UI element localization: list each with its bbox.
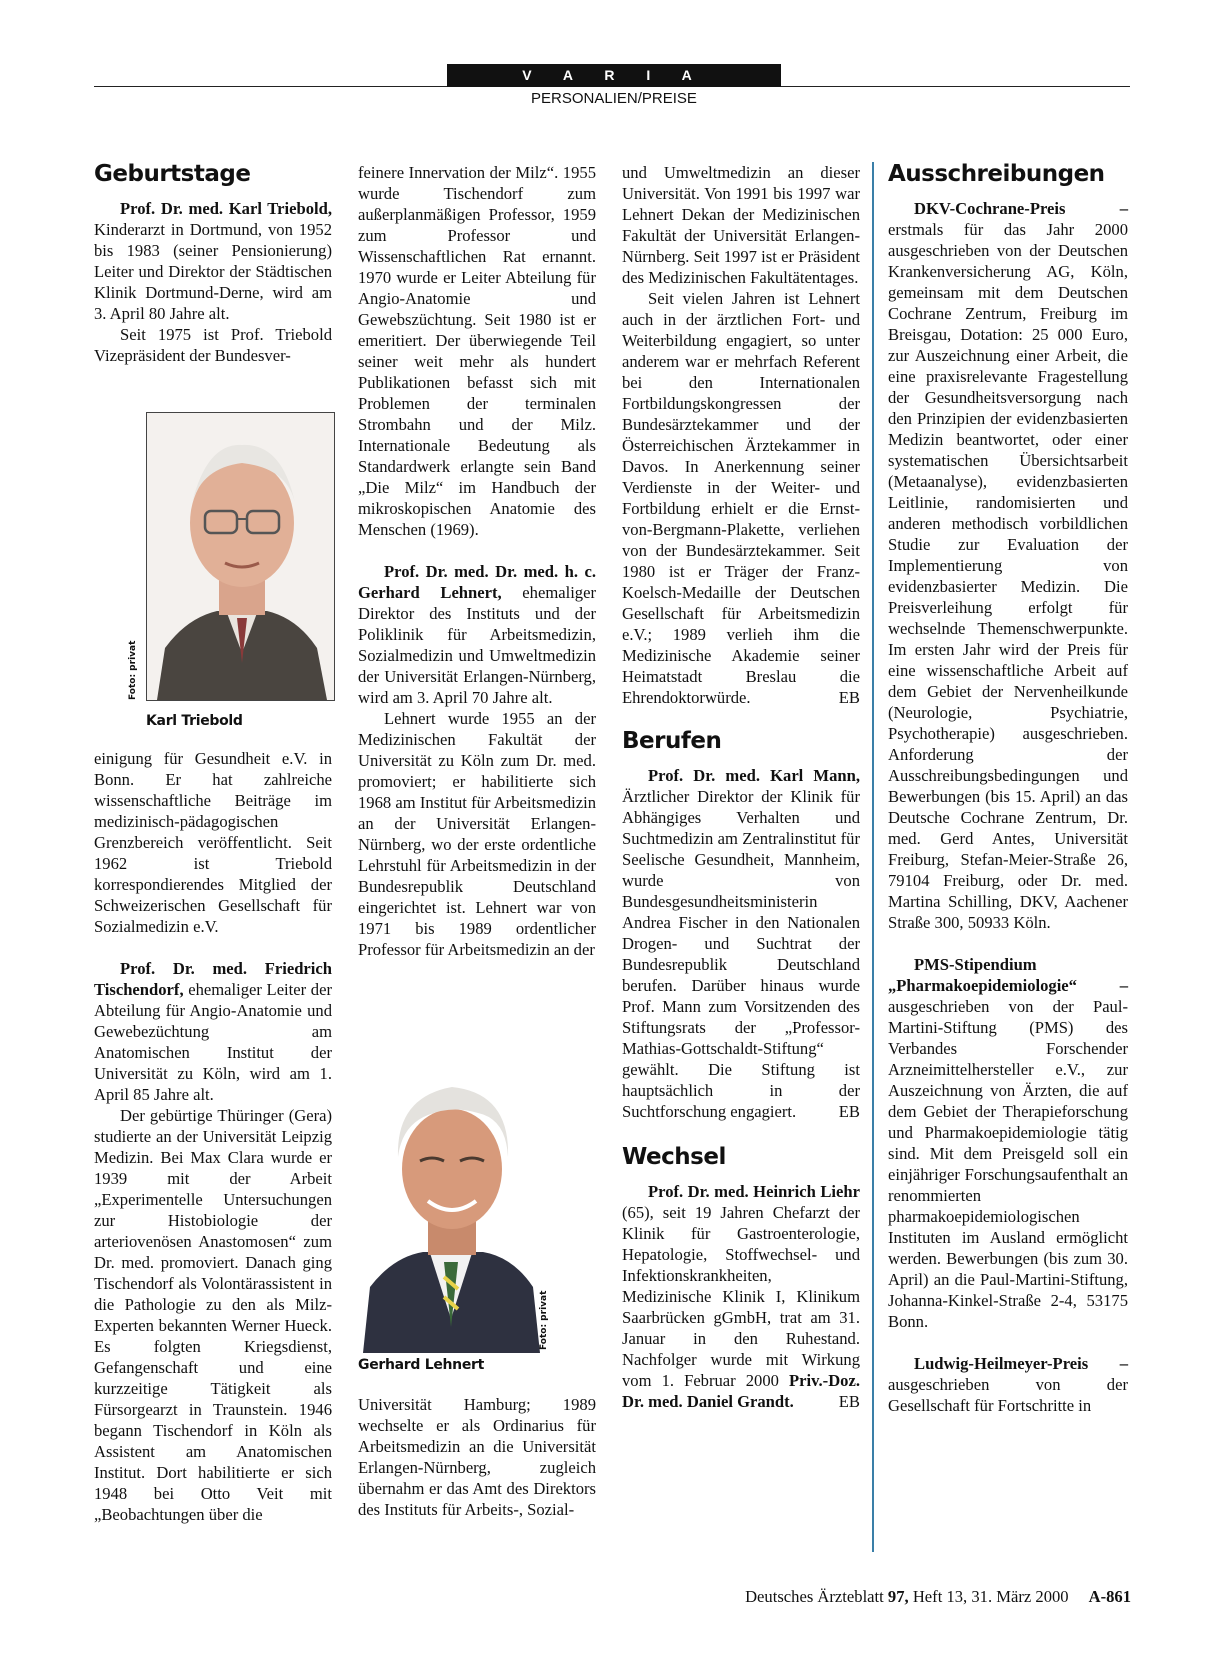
column-1-continued [94, 748, 332, 1525]
paragraph-tischendorf-3: feinere Innervation der Milz“. 1955 wurde Tischendorf zum außerplanmäßigen Professor, 1959 zum Professor und Wissenschaftlichen Rat ernannt. 1970 wurde er Leiter Abteilung für Angio-Anatomie und Gewebszüchtung. Seit 1980 ist er emeritiert. Der überwiegende Teil seiner weit mehr als hundert Publikationen befasst sich mit Problemen der terminalen Strombahn und der Milz. Internationale Bedeutung als Standardwerk erlangte sein Band „Die Milz“ im Handbuch der mikroskopischen Anatomie des Menschen (1969). [358, 163, 596, 539]
signature-eb-1: EB [838, 688, 860, 707]
paragraph-pms-stipendium: PMS-Stipendium „Pharmakoepidemiologie“ – ausgeschrieben von der Paul-Martini-Stiftung (PMS) des Verbandes Forschender Arzneimittelhersteller e.V., zur Auszeichnung von Ärzten, die auf dem Gebiet der Therapieforschung und Pharmakoepidemiologie tätig sind. Mit dem Preisgeld soll ein einjähriger Forschungsaufenthalt an renommierten pharmakoepidemiologischen Instituten im Ausland ermöglicht werden. Bewerbungen (bis zum 30. April) an die Paul-Martini-Stiftung, Johanna-Kinkel-Straße 2-4, 53175 Bonn. [888, 955, 1128, 1331]
portrait-image [147, 413, 334, 700]
photo-credit-1: Foto: privat [128, 640, 138, 700]
column-4 [888, 160, 1128, 1416]
heading-berufen: Berufen [622, 728, 722, 754]
column-2-continued [358, 1394, 596, 1520]
page-footer [745, 1587, 1131, 1607]
heading-wechsel: Wechsel [622, 1144, 726, 1170]
paragraph-tischendorf-2: Der gebürtige Thüringer (Gera) studierte an der Universität Leipzig Medizin. Bei Max Clara wurde er 1939 mit der Arbeit „Experimentelle Untersuchungen zur Histobiologie der arteriovenösen Anastomosen“ zum Dr. med. promoviert. Danach ging Tischendorf als Volontärassistent in die Pathologie zu den als Milz-Experten bekannten Werner Hueck. Es folgten Kriegsdienst, Gefangenschaft und eine kurzzeitige Tätigkeit als Fürsorgearzt in Traunstein. 1946 begann Tischendorf in Köln als Assistent am Anatomischen Institut. Dort habilitierte er sich 1948 bei Otto Veit mit „Beobachtungen über die [94, 1106, 332, 1524]
name-tischendorf: Prof. Dr. med. Friedrich Tischendorf, [94, 959, 332, 999]
photo-gerhard-lehnert [358, 1057, 544, 1353]
paragraph-triebold-2: Seit 1975 ist Prof. Triebold Vizepräsident der Bundesver- [94, 325, 332, 365]
paragraph-triebold: Prof. Dr. med. Karl Triebold, Kinderarzt in Dortmund, von 1952 bis 1983 (seiner Pensionierung) Leiter und Direktor der Städtischen Klinik Dortmund-Derne, wird am 3. April 80 Jahre alt. [94, 199, 332, 323]
photo-karl-triebold [146, 412, 335, 701]
kicker-varia: V A R I A [447, 64, 781, 87]
paragraph-triebold-3: einigung für Gesundheit e.V. in Bonn. Er hat zahlreiche wissenschaftliche Beiträge im medizinisch-pädagogischen Grenzbereich veröffentlicht. Seit 1962 ist Triebold korrespondierendes Mitglied der Schweizerischen Gesellschaft für Sozialmedizin e.V. [94, 749, 332, 936]
signature-eb-2: EB [838, 1102, 860, 1121]
footer-issue: Heft 13, 31. März 2000 [908, 1587, 1069, 1606]
name-dkv-cochrane-preis: DKV-Cochrane-Preis – [914, 199, 1128, 218]
name-lehnert: Prof. Dr. med. Dr. med. h. c. Gerhard Lehnert, [358, 562, 596, 602]
name-grandt: Priv.-Doz. Dr. med. Daniel Grandt. [622, 1371, 860, 1411]
paragraph-tischendorf: Prof. Dr. med. Friedrich Tischendorf, ehemaliger Leiter der Abteilung für Angio-Anatomie und Gewebezüchtung am Anatomischen Institut der Universität zu Köln, wird am 1. April 85 Jahre alt. [94, 959, 332, 1104]
name-heilmeyer-preis: Ludwig-Heilmeyer-Preis – [914, 1354, 1128, 1373]
caption-karl-triebold: Karl Triebold [146, 713, 243, 729]
portrait-image-2 [358, 1057, 544, 1353]
paragraph-mann: Prof. Dr. med. Karl Mann, Ärztlicher Direktor der Klinik für Abhängiges Verhalten und Suchtmedizin am Zentralinstitut für Seelische Gesundheit, Mannheim, wurde von Bundesgesundheitsministerin Andrea Fischer in den Nationalen Drogen- und Suchtrat der Bundesrepublik Deutschland berufen. Darüber hinaus wurde Prof. Mann zum Vorsitzenden des Stiftungsrats der „Professor-Mathias-Gottschaldt-Stiftung“ gewählt. Die Stiftung ist hauptsächlich in der Suchtforschung engagiert. EB [622, 766, 860, 1121]
column-divider [872, 162, 874, 1552]
signature-eb-3: EB [838, 1392, 860, 1411]
column-2 [358, 162, 596, 960]
name-triebold: Prof. Dr. med. Karl Triebold, [120, 199, 332, 218]
name-liehr: Prof. Dr. med. Heinrich Liehr [648, 1182, 860, 1201]
paragraph-lehnert-4: und Umweltmedizin an dieser Universität. Von 1991 bis 1997 war Lehnert Dekan der Medizinischen Fakultät der Universität Erlangen-Nürnberg. Seit 1997 ist er Präsident des Medizinischen Fakultätentages. [622, 163, 860, 287]
paragraph-lehnert-2: Lehnert wurde 1955 an der Medizinischen Fakultät der Universität zu Köln zum Dr. med. promoviert; er habilitierte sich 1968 am Institut für Arbeitsmedizin an der Universität Erlangen-Nürnberg, wo der erste ordentliche Lehrstuhl für Arbeitsmedizin in der Bundesrepublik Deutschland eingerichtet ist. Lehnert war von 1971 bis 1989 ordentlicher Professor für Arbeitsmedizin an der [358, 709, 596, 959]
footer-journal: Deutsches Ärzteblatt [745, 1587, 888, 1606]
column-1 [94, 160, 332, 366]
name-pms-stipendium: PMS-Stipendium „Pharmakoepidemiologie“ – [888, 955, 1128, 995]
heading-geburtstage: Geburtstage [94, 161, 251, 187]
photo-credit-2: Foto: privat [539, 1290, 549, 1350]
name-mann: Prof. Dr. med. Karl Mann, [648, 766, 860, 785]
paragraph-lehnert: Prof. Dr. med. Dr. med. h. c. Gerhard Lehnert, ehemaliger Direktor des Instituts und der Poliklinik für Arbeitsmedizin, Sozialmedizin und Umweltmedizin der Universität Erlangen-Nürnberg, wird am 3. April 70 Jahre alt. [358, 562, 596, 707]
paragraph-heilmeyer: Ludwig-Heilmeyer-Preis – ausgeschrieben von der Gesellschaft für Fortschritte in [888, 1354, 1128, 1415]
footer-page-number: A-861 [1088, 1587, 1131, 1606]
column-3 [622, 162, 860, 1412]
paragraph-liehr: Prof. Dr. med. Heinrich Liehr (65), seit 19 Jahren Chefarzt der Klinik für Gastroenterologie, Hepatologie, Stoffwechsel- und Infektionskrankheiten, Medizinische Klinik I, Klinikum Saarbrücken gGmbH, trat am 31. Januar in den Ruhestand. Nachfolger wurde mit Wirkung vom 1. Februar 2000 Priv.-Doz. Dr. med. Daniel Grandt. EB [622, 1182, 860, 1411]
footer-volume: 97, [887, 1587, 909, 1606]
paragraph-lehnert-3: Universität Hamburg; 1989 wechselte er als Ordinarius für Arbeitsmedizin an die Universität Erlangen-Nürnberg, zugleich übernahm er das Amt des Direktors des Instituts für Arbeits-, Sozial- [358, 1395, 596, 1519]
caption-gerhard-lehnert: Gerhard Lehnert [358, 1357, 485, 1373]
section-title: PERSONALIEN/PREISE [531, 90, 697, 107]
paragraph-lehnert-5: Seit vielen Jahren ist Lehnert auch in der ärztlichen Fort- und Weiterbildung engagiert, so unter anderem war er mehrfach Referent bei den Internationalen Fortbildungskongressen der Bundesärztekammer und der Österreichischen Ärztekammer in Davos. In Anerkennung seiner Verdienste in der Weiter- und Fortbildung erhielt er die Ernst-von-Bergmann-Plakette, verliehen von der Bundesärztekammer. Seit 1980 ist er Träger der Franz-Koelsch-Medaille der Deutschen Gesellschaft für Arbeitsmedizin e.V.; 1989 verlieh ihm die Medizinische Akademie seiner Heimatstadt Breslau die Ehrendoktorwürde. [622, 289, 860, 707]
paragraph-dkv-cochrane: DKV-Cochrane-Preis – erstmals für das Jahr 2000 ausgeschrieben von der Deutschen Krankenversicherung AG, Köln, gemeinsam mit dem Deutschen Cochrane Zentrum, Freiburg im Breisgau, Dotation: 25 000 Euro, zur Auszeichnung einer Arbeit, die eine praxisrelevante Fragestellung der Gesundheitsversorgung nach den Prinzipien der evidenzbasierten Medizin beantwortet, oder einer systematischen Übersichtsarbeit (Metaanalyse), evidenzbasierten Leitlinie, randomisierten und anderen methodisch vorbildlichen Studie zur Evaluation der Implementierung von evidenzbasierter Medizin. Die Preisverleihung erfolgt für wechselnde Themenschwerpunkte. Im ersten Jahr wird der Preis für eine wissenschaftliche Arbeit auf dem Gebiet der Nervenheilkunde (Neurologie, Psychiatrie, Psychotherapie) ausgeschrieben. Anforderung der Ausschreibungsbedingungen und Bewerbungen (bis 15. April) an das Deutsche Cochrane Zentrum, Dr. med. Gerd Antes, Universität Freiburg, Stefan-Meier-Straße 26, 79104 Freiburg, oder Dr. med. Martina Schilling, DKV, Aachener Straße 300, 50933 Köln. [888, 199, 1128, 932]
heading-ausschreibungen: Ausschreibungen [888, 161, 1105, 187]
